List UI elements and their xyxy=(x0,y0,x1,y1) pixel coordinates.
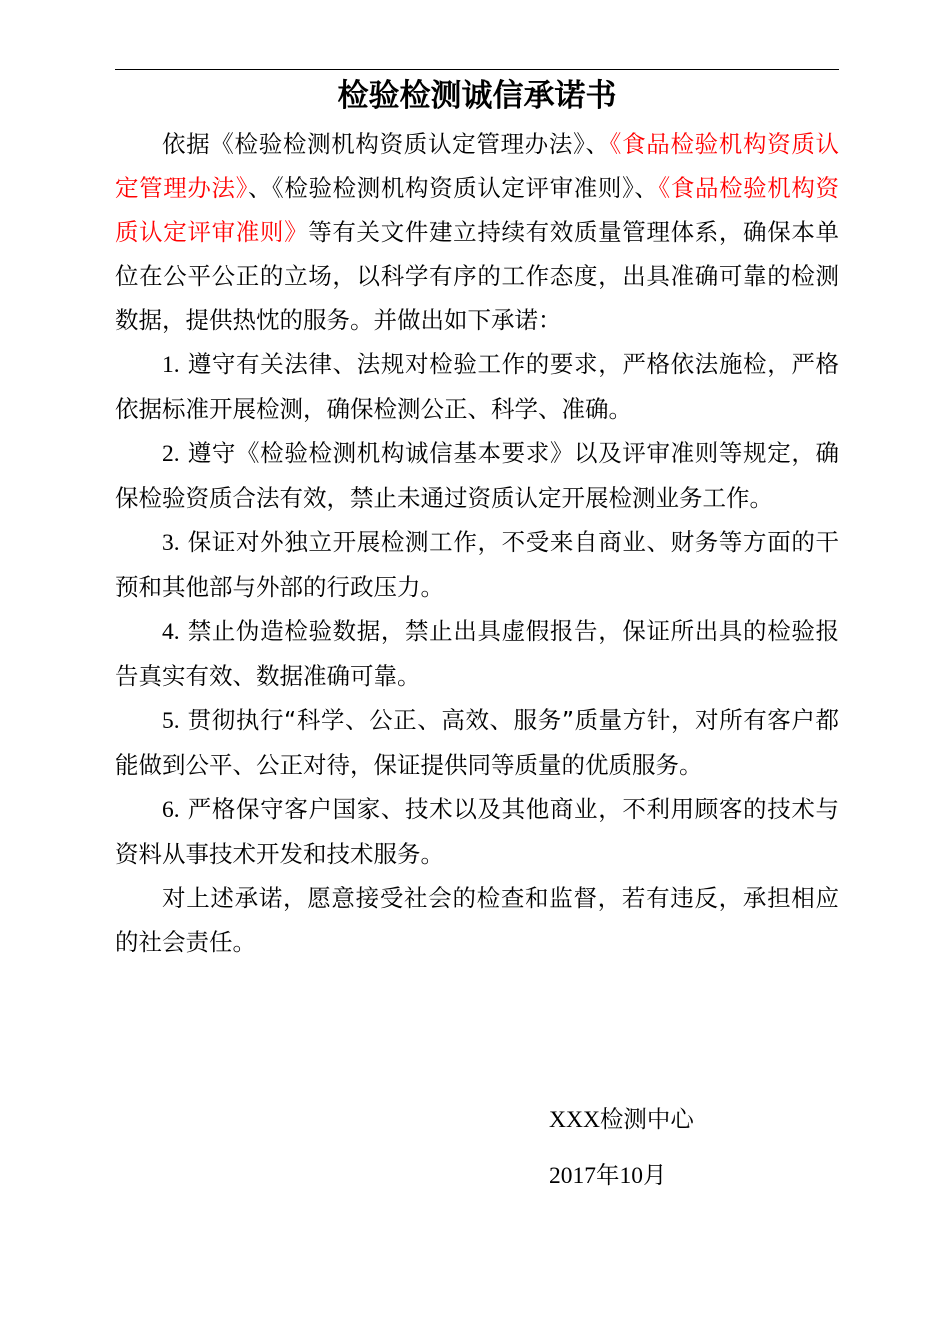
intro-text-3: 等有关文件建立持续有效质量管理体系，确保本单位在公平公正的立场，以科学有序的工作态度，出具准确可靠的检测数据，提供热忱的服务。并做出如下承诺： xyxy=(115,218,840,334)
date-month-char: 月 xyxy=(643,1161,667,1189)
item-text: 遵守《检验检测机构诚信基本要求》以及评审准则等规定，确保检验资质合法有效，禁止未通过资质认定开展检测业务工作。 xyxy=(115,439,839,512)
item-number: 4. xyxy=(162,619,180,645)
commitment-item-2 xyxy=(115,431,839,520)
commitment-item-1 xyxy=(115,342,839,431)
item-number: 2. xyxy=(162,441,180,467)
item-number: 6. xyxy=(162,797,180,823)
intro-text-1: 依据《检验检测机构资质认定管理办法》、 xyxy=(162,130,610,158)
signature-block xyxy=(549,1097,694,1198)
item-number: 5. xyxy=(162,708,180,734)
intro-paragraph xyxy=(115,122,839,342)
item-text: 保证对外独立开展检测工作，不受来自商业、财务等方面的干预和其他部与外部的行政压力。 xyxy=(115,528,839,601)
item-text: 严格保守客户国家、技术以及其他商业，不利用顾客的技术与资料从事技术开发和技术服务。 xyxy=(115,795,839,868)
intro-red-reference-2: 《食品检验机构资质认定评审准则》 xyxy=(115,174,840,246)
item-number: 1. xyxy=(162,352,180,378)
document-title: 检验检测诚信承诺书 xyxy=(337,78,617,114)
intro-red-reference-1: 《食品检验机构资质认定管理办法》 xyxy=(115,130,840,202)
item-number: 3. xyxy=(162,530,180,556)
date-year-char: 年 xyxy=(596,1161,620,1189)
item-text: 遵守有关法律、法规对检验工作的要求，严格依法施检，严格依据标准开展检测，确保检测公正、科学、准确。 xyxy=(115,350,839,423)
header-rule xyxy=(115,69,839,70)
commitment-item-6 xyxy=(115,787,839,876)
organization-name: 检测中心 xyxy=(599,1105,694,1133)
intro-text-2: 、《检验检测机构资质认定评审准则》、 xyxy=(247,174,659,202)
signature-organization xyxy=(549,1097,694,1142)
date-month: 10 xyxy=(619,1163,643,1189)
item-text: 贯彻执行“科学、公正、高效、服务”质量方针，对所有客户都能做到公平、公正对待，保证提供同等质量的优质服务。 xyxy=(115,706,839,779)
commitment-item-5 xyxy=(115,698,839,787)
closing-paragraph: 对上述承诺，愿意接受社会的检查和监督，若有违反，承担相应的社会责任。 xyxy=(115,884,839,956)
commitment-item-4 xyxy=(115,609,839,698)
date-year: 2017 xyxy=(549,1163,596,1189)
organization-prefix: XXX xyxy=(549,1107,600,1133)
document-body xyxy=(115,122,839,964)
item-text: 禁止伪造检验数据，禁止出具虚假报告，保证所出具的检验报告真实有效、数据准确可靠。 xyxy=(115,617,839,690)
signature-date xyxy=(549,1153,694,1198)
commitment-item-3 xyxy=(115,520,839,609)
